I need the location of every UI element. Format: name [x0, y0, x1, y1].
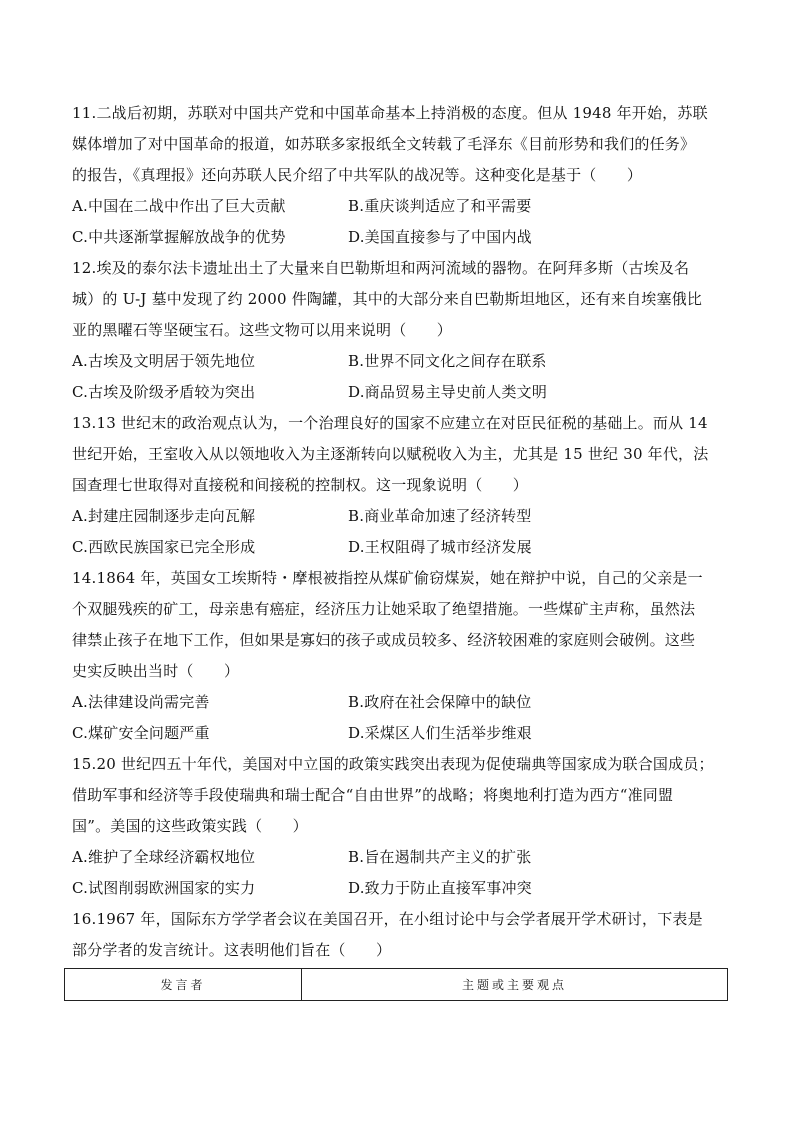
- question-stem-line: 个双腿残疾的矿工，母亲患有癌症，经济压力让她采取了绝望措施。一些煤矿主声称，虽然法: [72, 600, 696, 618]
- option-row: [72, 191, 734, 222]
- answer-option[interactable]: D.采煤区人们生活举步维艰: [348, 724, 532, 742]
- option-row: [72, 532, 734, 563]
- answer-option[interactable]: B.旨在遏制共产主义的扩张: [348, 848, 532, 866]
- answer-option[interactable]: D.美国直接参与了中国内战: [348, 228, 532, 246]
- option-row: [72, 687, 734, 718]
- header-topic: 主题或主要观点: [302, 969, 728, 1001]
- question-stem-line: 亚的黑曜石等坚硬宝石。这些文物可以用来说明（ ）: [72, 321, 453, 339]
- question-block: [72, 904, 734, 966]
- question-stem-line: 部分学者的发言统计。这表明他们旨在（ ）: [72, 941, 392, 959]
- question-stem-line: 15.20 世纪四五十年代，美国对中立国的政策实践突出表现为促使瑞典等国家成为联合国成员；: [72, 755, 714, 773]
- answer-option[interactable]: D.商品贸易主导史前人类文明: [348, 383, 548, 401]
- question-stem-line: 律禁止孩子在地下工作，但如果是寡妇的孩子或成员较多、经济较困难的家庭则会破例。这些: [72, 631, 696, 649]
- question-block: [72, 563, 734, 749]
- option-row: [72, 222, 734, 253]
- question-stem-line: 14.1864 年，英国女工埃斯特・摩根被指控从煤矿偷窃煤炭，她在辩护中说，自己的父亲是一: [72, 569, 703, 587]
- answer-option[interactable]: D.致力于防止直接军事冲突: [348, 879, 532, 897]
- option-row: [72, 842, 734, 873]
- answer-option[interactable]: C.中共逐渐掌握解放战争的优势: [72, 228, 286, 246]
- option-row: [72, 501, 734, 532]
- answer-option[interactable]: B.世界不同文化之间存在联系: [348, 352, 547, 370]
- question-stem-line: 16.1967 年，国际东方学学者会议在美国召开，在小组讨论中与会学者展开学术研讨，下表是: [72, 910, 703, 928]
- header-speaker: 发言者: [65, 969, 302, 1001]
- question-stem-line: 12.埃及的泰尔法卡遗址出土了大量来自巴勒斯坦和两河流域的器物。在阿拜多斯（古埃及名: [72, 259, 690, 277]
- answer-option[interactable]: A.封建庄园制逐步走向瓦解: [72, 507, 256, 525]
- question-block: [72, 253, 734, 408]
- question-stem-line: 11.二战后初期，苏联对中国共产党和中国革命基本上持消极的态度。但从 1948 年开始，苏联: [72, 104, 708, 122]
- question-block: [72, 98, 734, 253]
- option-row: [72, 377, 734, 408]
- answer-option[interactable]: B.重庆谈判适应了和平需要: [348, 197, 532, 215]
- question-stem-line: 世纪开始，王室收入从以领地收入为主逐渐转向以赋税收入为主，尤其是 15 世纪 30 年代，法: [72, 445, 709, 463]
- answer-option[interactable]: A.中国在二战中作出了巨大贡献: [72, 197, 286, 215]
- question-stem-line: 借助军事和经济等手段使瑞典和瑞士配合“自由世界”的战略；将奥地利打造为西方“准同盟: [72, 786, 674, 804]
- question-list: [72, 98, 734, 966]
- question-stem-line: 国查理七世取得对直接税和间接税的控制权。这一现象说明（ ）: [72, 476, 529, 494]
- question-stem-line: 13.13 世纪末的政治观点认为，一个治理良好的国家不应建立在对臣民征税的基础上。而从 14: [72, 414, 708, 432]
- answer-option[interactable]: C.试图削弱欧洲国家的实力: [72, 879, 256, 897]
- question-block: [72, 749, 734, 904]
- answer-option[interactable]: B.政府在社会保障中的缺位: [348, 693, 532, 711]
- option-row: [72, 346, 734, 377]
- speaker-table: [64, 968, 728, 1001]
- question-stem-line: 城）的 U-J 墓中发现了约 2000 件陶罐，其中的大部分来自巴勒斯坦地区，还有来自埃塞俄比: [72, 290, 703, 308]
- option-row: [72, 873, 734, 904]
- answer-option[interactable]: A.法律建设尚需完善: [72, 693, 210, 711]
- answer-option[interactable]: B.商业革命加速了经济转型: [348, 507, 532, 525]
- answer-option[interactable]: A.古埃及文明居于领先地位: [72, 352, 256, 370]
- question-stem-line: 国”。美国的这些政策实践（ ）: [72, 817, 308, 835]
- answer-option[interactable]: C.西欧民族国家已完全形成: [72, 538, 256, 556]
- question-stem-line: 的报告，《真理报》还向苏联人民介绍了中共军队的战况等。这种变化是基于（ ）: [72, 166, 643, 184]
- answer-option[interactable]: A.维护了全球经济霸权地位: [72, 848, 256, 866]
- answer-option[interactable]: D.王权阻碍了城市经济发展: [348, 538, 532, 556]
- question-stem-line: 史实反映出当时（ ）: [72, 662, 240, 680]
- table-header-row: [65, 969, 728, 1001]
- answer-option[interactable]: C.古埃及阶级矛盾较为突出: [72, 383, 256, 401]
- question-stem-line: 媒体增加了对中国革命的报道，如苏联多家报纸全文转载了毛泽东《目前形势和我们的任务》: [72, 135, 696, 153]
- option-row: [72, 718, 734, 749]
- answer-option[interactable]: C.煤矿安全问题严重: [72, 724, 210, 742]
- question-block: [72, 408, 734, 563]
